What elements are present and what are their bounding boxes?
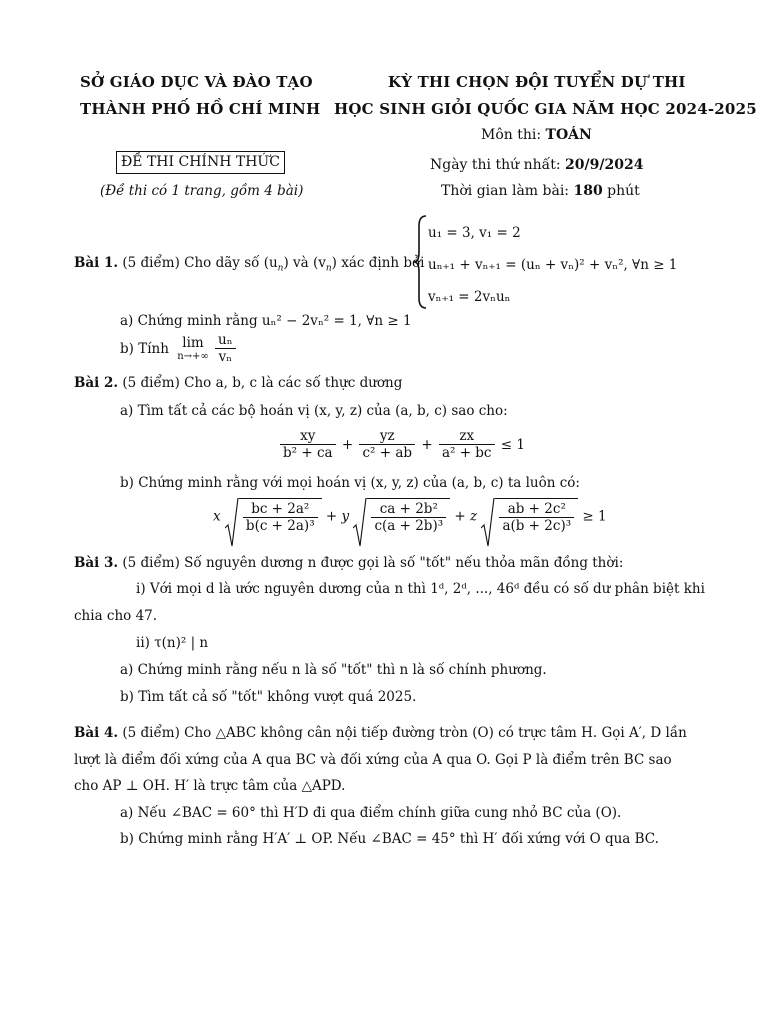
sqrt-2 [353, 498, 450, 535]
date-label: Ngày thi thứ nhất: [430, 157, 561, 173]
inequality-1-rhs: ≤ 1 [500, 436, 525, 453]
problem-1-b [120, 332, 238, 366]
problem-1-intro: Bài 1. (5 điểm) Cho dãy số $(u_n)$ và $(v_n)$ xác định bởi [74, 255, 425, 274]
problem-3-a: a) Chứng minh rằng nếu n là số "tốt" thì n là số chính phương. [120, 662, 547, 678]
sqrt-3-coef: + z [454, 508, 478, 525]
problem-1-title: Bài 1. [74, 255, 119, 271]
problem-3-cond-ii: ii) τ(n)² | n [136, 635, 209, 651]
date-value: 20/9/2024 [565, 157, 644, 173]
fraction-1 [280, 428, 336, 462]
problem-2-intro [74, 374, 402, 392]
problem-1-a: a) Chứng minh rằng uₙ² − 2vₙ² = 1, ∀n ≥ 1 [120, 313, 412, 329]
system-eq-1: u₁ = 3, v₁ = 2 [428, 225, 521, 241]
problem-2-title: Bài 2. [74, 375, 119, 391]
inequality-1: $\frac{xy}{\text{b² + ca}}$ + $\frac{yz}{\text{c² + ab}}$ + $\frac{zx}{\text{a² + bc}}$ ≤ 1 [278, 428, 525, 462]
problem-4-text: (5 điểm) Cho △ABC không cân nội tiếp đường tròn (O) có trực tâm H. Gọi A′, D lần [122, 725, 687, 741]
problem-3-cond-i-cont: chia cho 47. [74, 608, 158, 624]
official-badge: ĐỀ THI CHÍNH THỨC [116, 151, 285, 174]
problem-4-line-2: lượt là điểm đối xứng của A qua BC và đối xứng của A qua O. Gọi P là điểm trên BC sao [74, 752, 672, 768]
problem-4-line-1 [74, 724, 687, 742]
problem-3-intro [74, 554, 623, 572]
dept-line-2: THÀNH PHỐ HỒ CHÍ MINH [80, 100, 321, 118]
problem-4-b: b) Chứng minh rằng H′A′ ⊥ OP. Nếu ∠BAC = 45° thì H′ đối xứng với O qua BC. [120, 831, 659, 847]
problem-2-text: (5 điểm) Cho a, b, c là các số thực dương [122, 375, 403, 391]
problem-4-a: a) Nếu ∠BAC = 60° thì H′D đi qua điểm chính giữa cung nhỏ BC của (O). [120, 805, 622, 821]
system-brace [414, 214, 428, 310]
subject-label: Môn thi: [481, 127, 542, 143]
problem-2-a: a) Tìm tất cả các bộ hoán vị (x, y, z) của (a, b, c) sao cho: [120, 403, 508, 419]
inequality-2 [213, 498, 607, 535]
fraction-3-num: zx [439, 428, 495, 445]
time-unit: phút [607, 183, 640, 199]
exam-title-line-1: KỲ THI CHỌN ĐỘI TUYỂN DỰ THI [388, 73, 686, 91]
sqrt-3-num: ab + 2c² [499, 501, 574, 518]
sqrt-3-den: a(b + 2c)³ [502, 518, 572, 535]
limit-subscript: n→+∞ [177, 350, 209, 362]
problem-1-b-label: b) Tính [120, 340, 169, 357]
problem-4-title: Bài 4. [74, 725, 119, 741]
limit-numerator: uₙ [215, 332, 236, 349]
limit-text: lim [182, 335, 204, 352]
exam-title-line-2: HỌC SINH GIỎI QUỐC GIA NĂM HỌC 2024-2025 [334, 100, 757, 118]
subject-line [481, 126, 592, 145]
problem-3-cond-i: i) Với mọi d là ước nguyên dương của n thì 1ᵈ, 2ᵈ, ..., 46ᵈ đều có số dư phân biệt khi [136, 581, 705, 597]
sqrt-2-den: c(a + 2b)³ [374, 518, 444, 535]
sqrt-1-coef: x [213, 508, 221, 525]
problem-1-text: (5 điểm) Cho dãy số (u [122, 255, 278, 271]
page-note: (Đề thi có 1 trang, gồm 4 bài) [100, 183, 304, 199]
fraction-3-den: a² + bc [441, 445, 492, 462]
time-line [441, 182, 640, 201]
problem-3-title: Bài 3. [74, 555, 119, 571]
fraction-3 [439, 428, 495, 462]
problem-2-b: b) Chứng minh rằng với mọi hoán vị (x, y, z) của (a, b, c) ta luôn có: [120, 475, 580, 491]
radical-2-icon [353, 498, 367, 548]
limit-fraction [215, 332, 236, 366]
sqrt-2-coef: + y [325, 508, 350, 525]
inequality-2-rhs: ≥ 1 [582, 508, 607, 525]
sqrt-2-num: ca + 2b² [371, 501, 446, 518]
sqrt-1 [225, 498, 322, 535]
fraction-2-num: yz [359, 428, 415, 445]
problem-4-line-3: cho AP ⊥ OH. H′ là trực tâm của △APD. [74, 778, 346, 794]
fraction-1-num: xy [280, 428, 336, 445]
problem-1-text-2: ) và (v [283, 255, 326, 271]
fraction-2 [359, 428, 415, 462]
sqrt-1-den: b(c + 2a)³ [245, 518, 315, 535]
limit-denominator: vₙ [218, 349, 233, 366]
subject-value: TOÁN [545, 127, 592, 143]
time-label: Thời gian làm bài: [441, 183, 570, 199]
sqrt-1-num: bc + 2a² [243, 501, 318, 518]
radical-1-icon [225, 498, 239, 548]
fraction-1-den: b² + ca [283, 445, 333, 462]
dept-line-1: SỞ GIÁO DỤC VÀ ĐÀO TẠO [80, 73, 313, 91]
problem-3-text: (5 điểm) Số nguyên dương n được gọi là số "tốt" nếu thỏa mãn đồng thời: [122, 555, 624, 571]
system-eq-2: uₙ₊₁ + vₙ₊₁ = (uₙ + vₙ)² + vₙ², ∀n ≥ 1 [428, 257, 678, 273]
date-line [430, 156, 643, 175]
system-eq-3: vₙ₊₁ = 2vₙuₙ [428, 289, 511, 305]
time-value: 180 [573, 183, 603, 199]
limit-operator [177, 336, 209, 362]
problem-1-text-3: ) xác định bởi [331, 255, 425, 271]
radical-3-icon [481, 498, 495, 548]
sqrt-3 [481, 498, 578, 535]
fraction-2-den: c² + ab [362, 445, 413, 462]
problem-3-b: b) Tìm tất cả số "tốt" không vượt quá 2025. [120, 689, 417, 705]
